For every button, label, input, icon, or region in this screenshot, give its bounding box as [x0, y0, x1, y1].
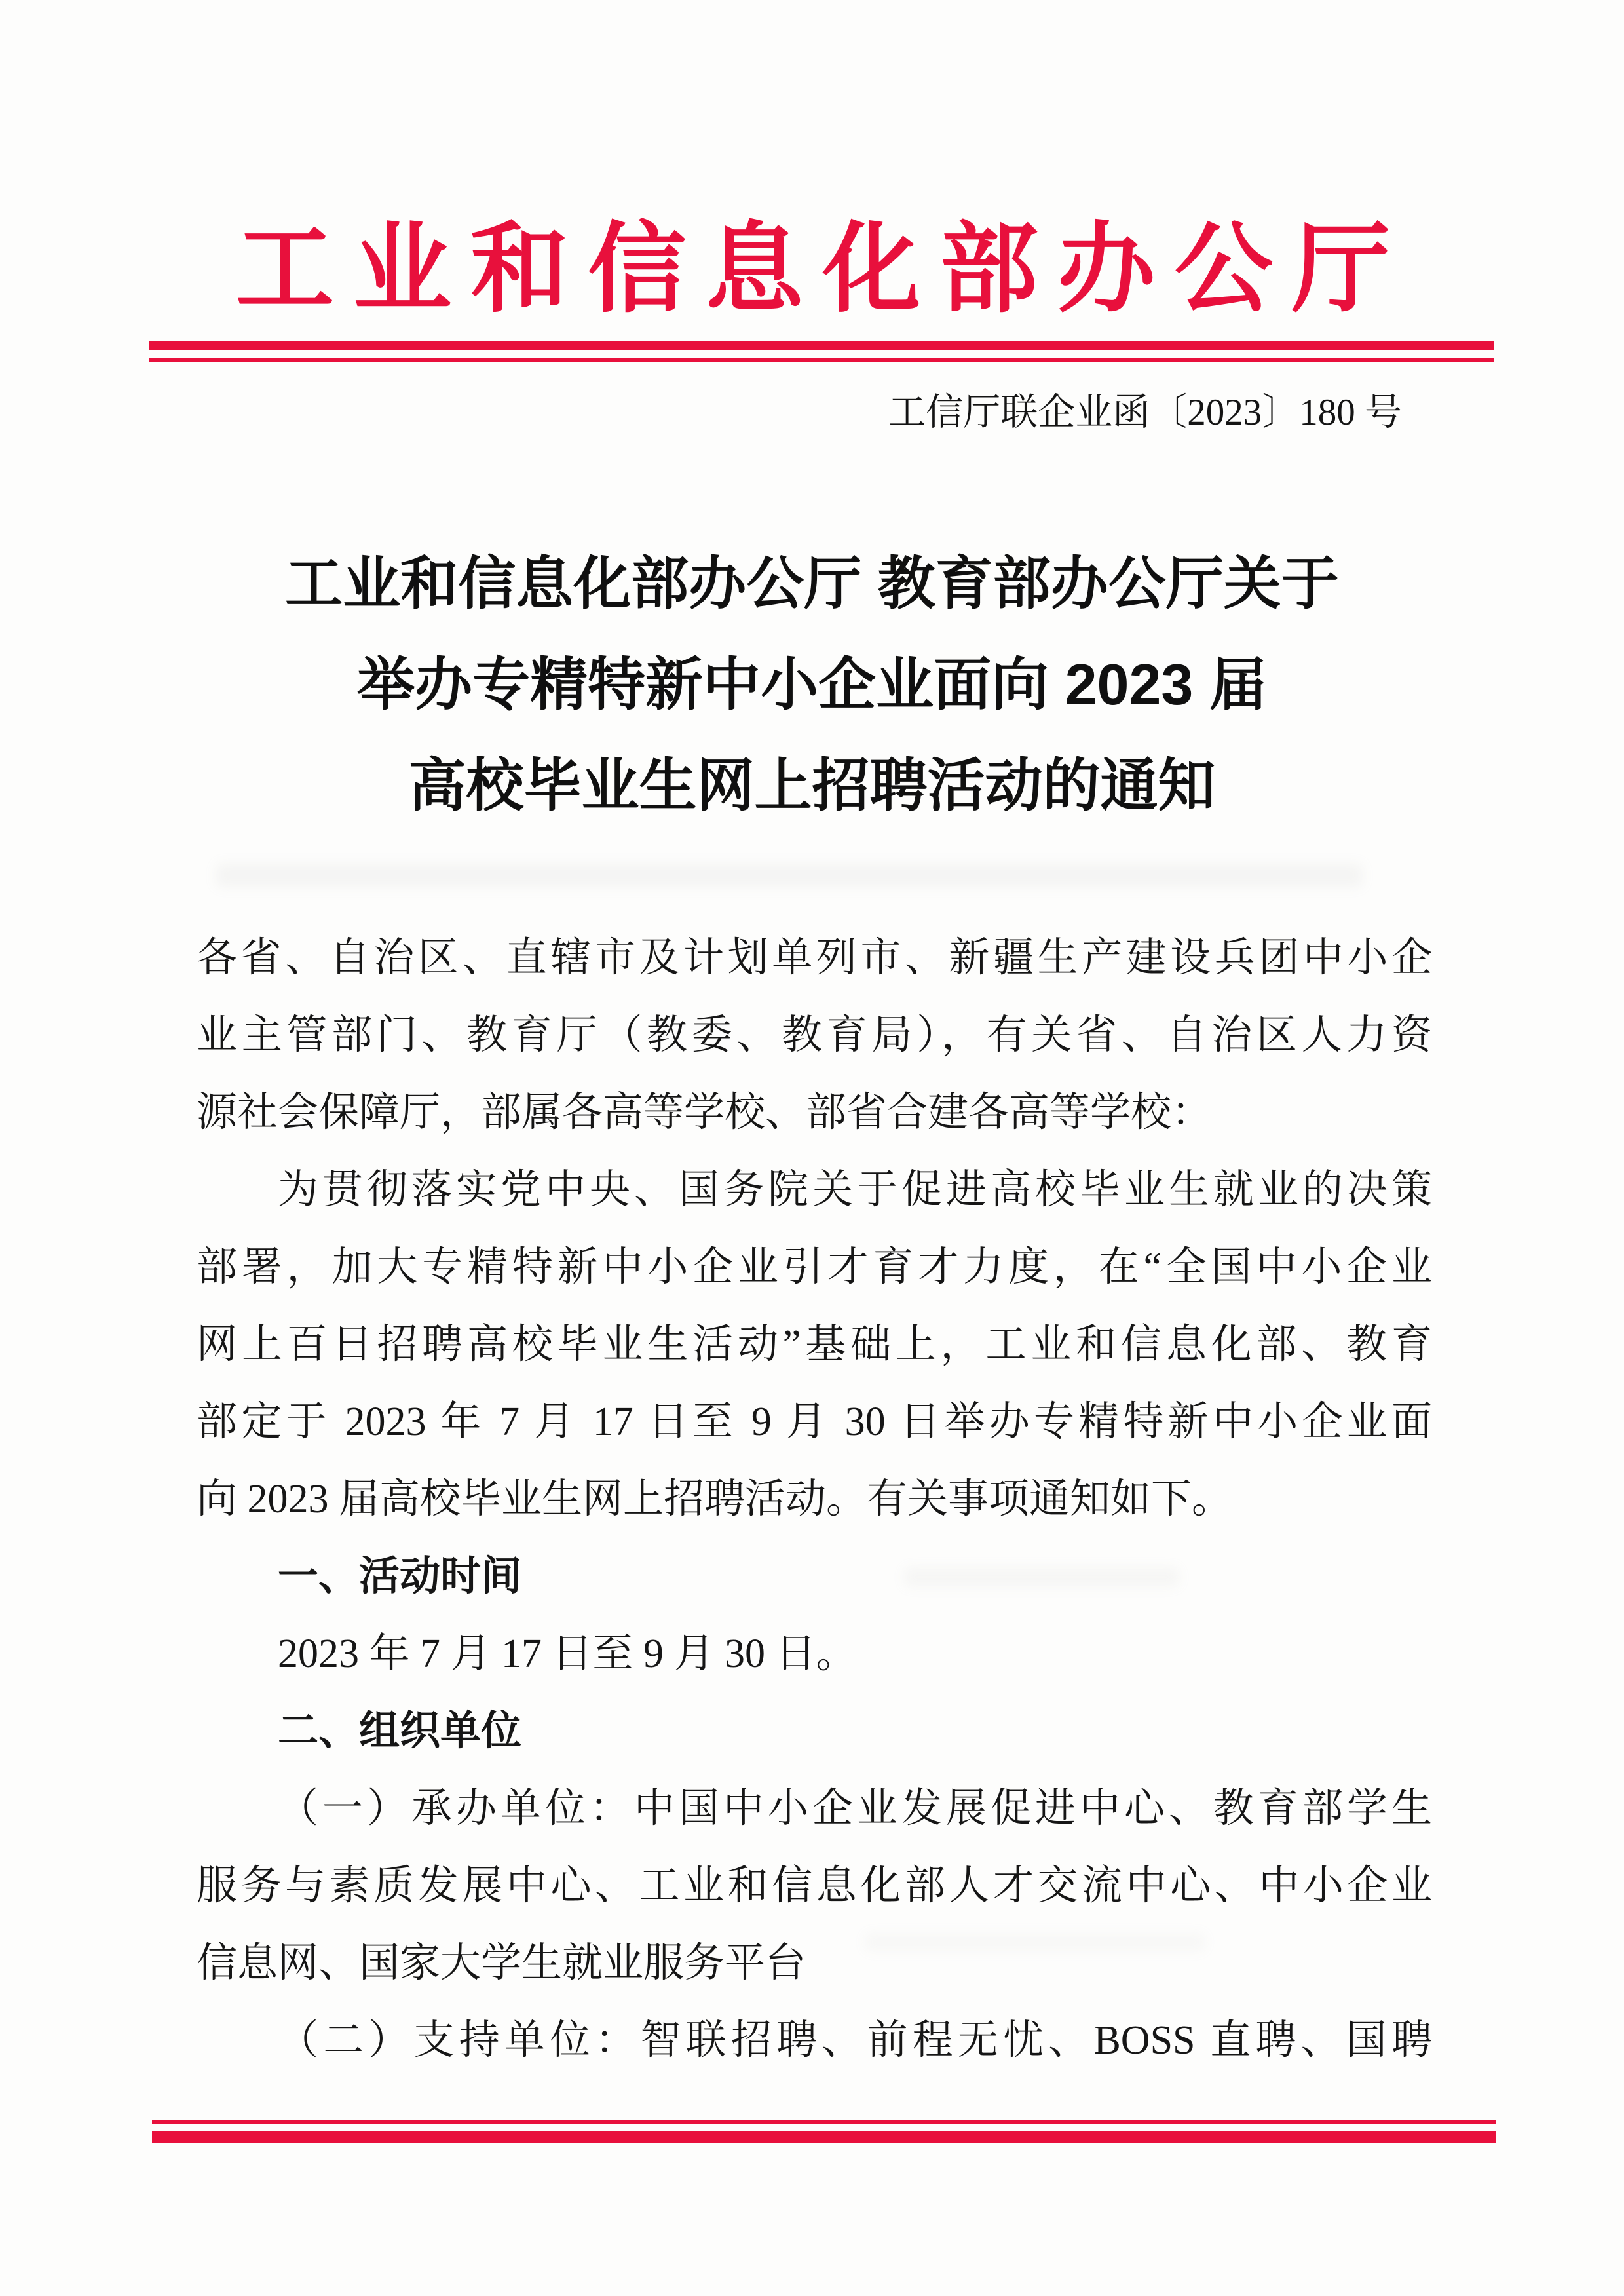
footer-rule-thin [152, 2120, 1496, 2124]
body-line-organizers-1: （一）承办单位：中国中小企业发展促进中心、教育部学生 [278, 1786, 1432, 1831]
title-line-1: 工业和信息化部办公厅 教育部办公厅关于 [285, 551, 1339, 616]
body-text [197, 919, 1432, 2079]
body-line-intro-3: 网上百日招聘高校毕业生活动”基础上，工业和信息化部、教育 [197, 1322, 1432, 1367]
body-line-supporters-1: （二）支持单位：智联招聘、前程无忧、BOSS 直聘、国聘 [278, 2018, 1432, 2063]
document-number: 工信厅联企业函〔2023〕180 号 [888, 392, 1402, 433]
body-line-addressee-2: 业主管部门、教育厅（教委、教育局），有关省、自治区人力资 [197, 1013, 1432, 1058]
section-heading-2: 二、组织单位 [278, 1708, 522, 1753]
body-line-intro-5: 向 2023 届高校毕业生网上招聘活动。有关事项通知如下。 [197, 1477, 1233, 1521]
body-line-organizers-2: 服务与素质发展中心、工业和信息化部人才交流中心、中小企业 [197, 1864, 1432, 1908]
footer-rule-thick [152, 2131, 1496, 2143]
letterhead-rule-thick [149, 341, 1494, 350]
body-line-addressee-3: 源社会保障厅，部属各高等学校、部省合建各高等学校： [197, 1090, 1213, 1135]
document-title [0, 533, 1624, 836]
letterhead-agency-title: 工业和信息化部办公厅 [236, 216, 1390, 324]
body-line-intro-4: 部定于 2023 年 7 月 17 日至 9 月 30 日举办专精特新中小企业面 [197, 1400, 1432, 1444]
scan-artifact [216, 864, 1363, 887]
section-heading-1: 一、活动时间 [278, 1554, 522, 1599]
title-line-3: 高校毕业生网上招聘活动的通知 [408, 753, 1216, 818]
letterhead-rule-thin [149, 358, 1494, 362]
scan-artifact [865, 1933, 1205, 1951]
body-line-addressee-1: 各省、自治区、直辖市及计划单列市、新疆生产建设兵团中小企 [197, 936, 1432, 980]
title-line-2: 举办专精特新中小企业面向 2023 届 [357, 652, 1267, 717]
scan-artifact [904, 1567, 1179, 1587]
body-line-intro-2: 部署，加大专精特新中小企业引才育才力度，在“全国中小企业 [197, 1245, 1432, 1290]
body-line-intro-1: 为贯彻落实党中央、国务院关于促进高校毕业生就业的决策 [278, 1168, 1432, 1212]
body-line-organizers-3: 信息网、国家大学生就业服务平台 [197, 1941, 806, 1985]
body-line-dates: 2023 年 7 月 17 日至 9 月 30 日。 [278, 1632, 857, 1676]
